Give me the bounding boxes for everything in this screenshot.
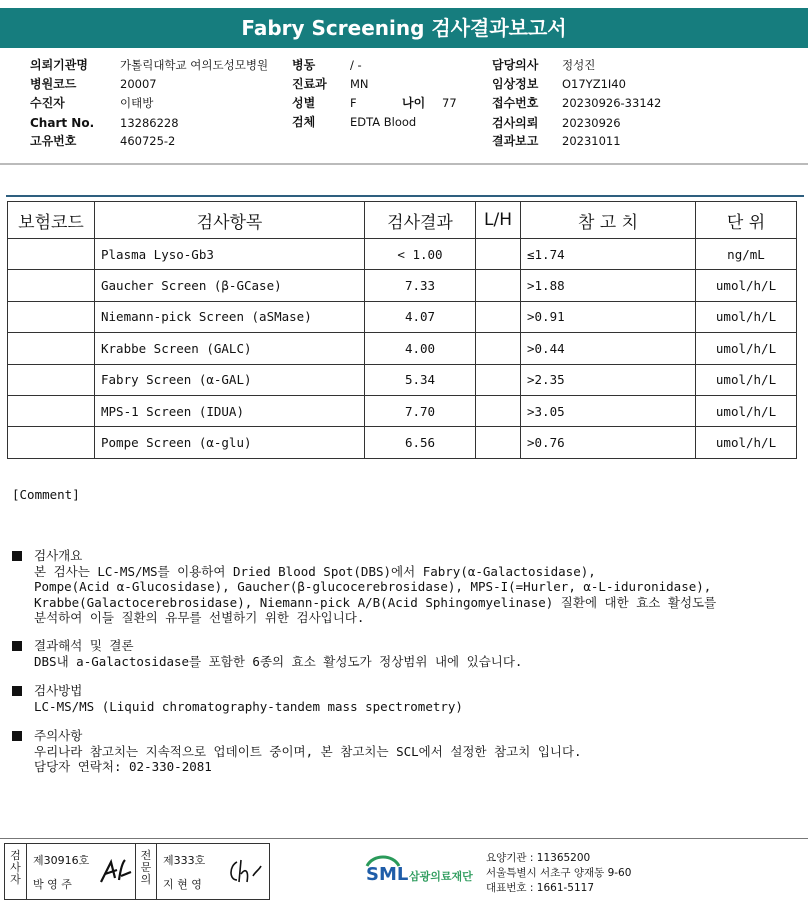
label-recipient: 수진자 xyxy=(30,96,65,110)
section-line: LC-MS/MS (Liquid chromatography-tandem mass spectrometry) xyxy=(34,698,463,714)
section-line: 본 검사는 LC-MS/MS를 이용하여 Dried Blood Spot(DBS)에서 Fabry(α-Galactosidase), xyxy=(34,563,596,579)
reviewer-label xyxy=(135,844,157,899)
inspector-name: 박 영 주 xyxy=(33,878,72,891)
cell-unit: umol/h/L xyxy=(696,395,797,426)
cell-lh xyxy=(476,427,521,458)
table-row xyxy=(8,395,797,426)
cell-reference: >3.05 xyxy=(521,395,696,426)
cell-unit: umol/h/L xyxy=(696,333,797,364)
value-department: MN xyxy=(350,77,369,91)
section-title: 주의사항 xyxy=(34,728,83,743)
cell-item: Gaucher Screen (β-GCase) xyxy=(95,270,365,301)
reviewer-signature-icon xyxy=(225,856,265,888)
cell-result: 6.56 xyxy=(365,427,476,458)
table-row xyxy=(8,301,797,332)
label-doctor: 담당의사 xyxy=(492,58,539,72)
label-clinical-info: 임상정보 xyxy=(492,77,539,91)
section-title: 검사개요 xyxy=(34,548,83,563)
footer-divider xyxy=(0,838,808,839)
cell-code xyxy=(8,333,95,364)
cell-reference: ≤1.74 xyxy=(521,239,696,270)
section-line: 우리나라 참고치는 지속적으로 업데이트 중이며, 본 참고치는 SCL에서 설정한 참고치 입니다. xyxy=(34,743,582,759)
cell-lh xyxy=(476,395,521,426)
section-line: Krabbe(Galactocerebrosidase), Niemann-pick A/B(Acid Sphingomyelinase) 질환에 대한 효소 활성도를 xyxy=(34,594,717,610)
cell-result: 7.70 xyxy=(365,395,476,426)
section-body xyxy=(34,654,522,670)
value-institution: 가톨릭대학교 여의도성모병원 xyxy=(120,58,269,72)
value-recipient: 이태방 xyxy=(120,96,154,110)
cell-result: 4.07 xyxy=(365,301,476,332)
cell-reference: >0.44 xyxy=(521,333,696,364)
cell-lh xyxy=(476,239,521,270)
cell-lh xyxy=(476,270,521,301)
cell-reference: >0.76 xyxy=(521,427,696,458)
cell-reference: >1.88 xyxy=(521,270,696,301)
inspector-license-no: 제30916호 xyxy=(33,854,90,867)
sml-logo-name: 삼광의료재단 xyxy=(409,870,473,883)
section-body xyxy=(34,744,582,775)
header-test-item: 검사항목 xyxy=(95,202,365,239)
label-request-date: 검사의뢰 xyxy=(492,116,539,130)
value-ward: / - xyxy=(350,58,362,72)
table-row xyxy=(8,270,797,301)
reviewer-license-no: 제333호 xyxy=(163,854,206,867)
cell-item: Plasma Lyso-Gb3 xyxy=(95,239,365,270)
value-doctor: 정성진 xyxy=(562,58,596,72)
reviewer-label-text: 전문의 xyxy=(140,849,152,886)
cell-result: 7.33 xyxy=(365,270,476,301)
cell-unit: umol/h/L xyxy=(696,364,797,395)
value-age: 77 xyxy=(442,96,457,110)
section-body xyxy=(34,699,463,715)
divider xyxy=(6,195,804,197)
label-chart-no: Chart No. xyxy=(30,116,95,130)
table-row xyxy=(8,364,797,395)
cell-item: Niemann-pick Screen (aSMase) xyxy=(95,301,365,332)
signature-box xyxy=(4,843,270,900)
cell-code xyxy=(8,301,95,332)
label-ward: 병동 xyxy=(292,58,316,72)
cell-result: < 1.00 xyxy=(365,239,476,270)
cell-item: Krabbe Screen (GALC) xyxy=(95,333,365,364)
sml-logo-text: SML xyxy=(366,864,409,885)
cell-code xyxy=(8,395,95,426)
value-unique-no: 460725-2 xyxy=(120,134,176,148)
agency-code: 요양기관 : 11365200 xyxy=(486,852,591,864)
section-line: Pompe(Acid α-Glucosidase), Gaucher(β-glucocerebrosidase), MPS-I(=Hurler, α-L-iduronidase), xyxy=(34,579,712,594)
cell-code xyxy=(8,427,95,458)
table-row xyxy=(8,239,797,270)
label-institution: 의뢰기관명 xyxy=(30,58,88,72)
value-sex: F xyxy=(350,96,357,110)
cell-unit: umol/h/L xyxy=(696,301,797,332)
inspector-label xyxy=(5,844,27,899)
table-header-row xyxy=(8,202,797,239)
cell-item: MPS-1 Screen (IDUA) xyxy=(95,395,365,426)
cell-lh xyxy=(476,333,521,364)
cell-item: Fabry Screen (α-GAL) xyxy=(95,364,365,395)
phone-number: 대표번호 : 1661-5117 xyxy=(486,882,595,894)
cell-item: Pompe Screen (α-glu) xyxy=(95,427,365,458)
label-department: 진료과 xyxy=(292,77,327,91)
section-line: 담당자 연락처: 02-330-2081 xyxy=(34,759,212,774)
cell-code xyxy=(8,270,95,301)
cell-lh xyxy=(476,364,521,395)
report-title: Fabry Screening 검사결과보고서 xyxy=(0,8,808,48)
inspector-signature-icon xyxy=(97,856,133,888)
header-lh: L/H xyxy=(476,202,521,239)
label-unique-no: 고유번호 xyxy=(30,134,77,148)
label-age: 나이 xyxy=(402,96,426,110)
value-chart-no: 13286228 xyxy=(120,116,179,130)
cell-code xyxy=(8,239,95,270)
bullet-square-icon xyxy=(12,551,22,561)
section-line: DBS내 a-Galactosidase를 포함한 6종의 효소 활성도가 정상범위 내에 있습니다. xyxy=(34,653,523,669)
section-title: 결과해석 및 결론 xyxy=(34,638,134,653)
bullet-square-icon xyxy=(12,686,22,696)
cell-reference: >0.91 xyxy=(521,301,696,332)
cell-lh xyxy=(476,301,521,332)
header-insurance-code: 보험코드 xyxy=(8,202,95,239)
cell-reference: >2.35 xyxy=(521,364,696,395)
label-receipt-no: 접수번호 xyxy=(492,96,539,110)
label-hospital-code: 병원코드 xyxy=(30,77,77,91)
section-title: 검사방법 xyxy=(34,683,83,698)
inspector-label-text: 검사자 xyxy=(10,849,21,886)
patient-info xyxy=(0,56,808,156)
header-reference: 참 고 치 xyxy=(521,202,696,239)
value-hospital-code: 20007 xyxy=(120,77,157,91)
cell-result: 4.00 xyxy=(365,333,476,364)
institution-address xyxy=(486,851,631,896)
section-body xyxy=(34,564,716,626)
comment-heading: [Comment] xyxy=(12,487,80,502)
cell-unit: ng/mL xyxy=(696,239,797,270)
label-sex: 성별 xyxy=(292,96,316,110)
table-row xyxy=(8,427,797,458)
bullet-square-icon xyxy=(12,731,22,741)
value-report-date: 20231011 xyxy=(562,134,621,148)
header-test-result: 검사결과 xyxy=(365,202,476,239)
value-specimen: EDTA Blood xyxy=(350,115,417,129)
header-unit: 단 위 xyxy=(696,202,797,239)
address-line: 서울특별시 서초구 양재동 9-60 xyxy=(486,867,632,879)
cell-code xyxy=(8,364,95,395)
cell-result: 5.34 xyxy=(365,364,476,395)
cell-unit: umol/h/L xyxy=(696,270,797,301)
divider xyxy=(0,163,808,165)
reviewer-name: 지 현 영 xyxy=(163,878,202,891)
section-line: 분석하여 이들 질환의 유무를 선별하기 위한 검사입니다. xyxy=(34,610,365,625)
label-specimen: 검체 xyxy=(292,115,316,129)
value-receipt-no: 20230926-33142 xyxy=(562,96,662,110)
bullet-square-icon xyxy=(12,641,22,651)
value-clinical-info: O17YZ1I40 xyxy=(562,77,626,91)
label-report-date: 결과보고 xyxy=(492,134,539,148)
value-request-date: 20230926 xyxy=(562,116,621,130)
table-row xyxy=(8,333,797,364)
cell-unit: umol/h/L xyxy=(696,427,797,458)
results-table xyxy=(7,201,797,459)
